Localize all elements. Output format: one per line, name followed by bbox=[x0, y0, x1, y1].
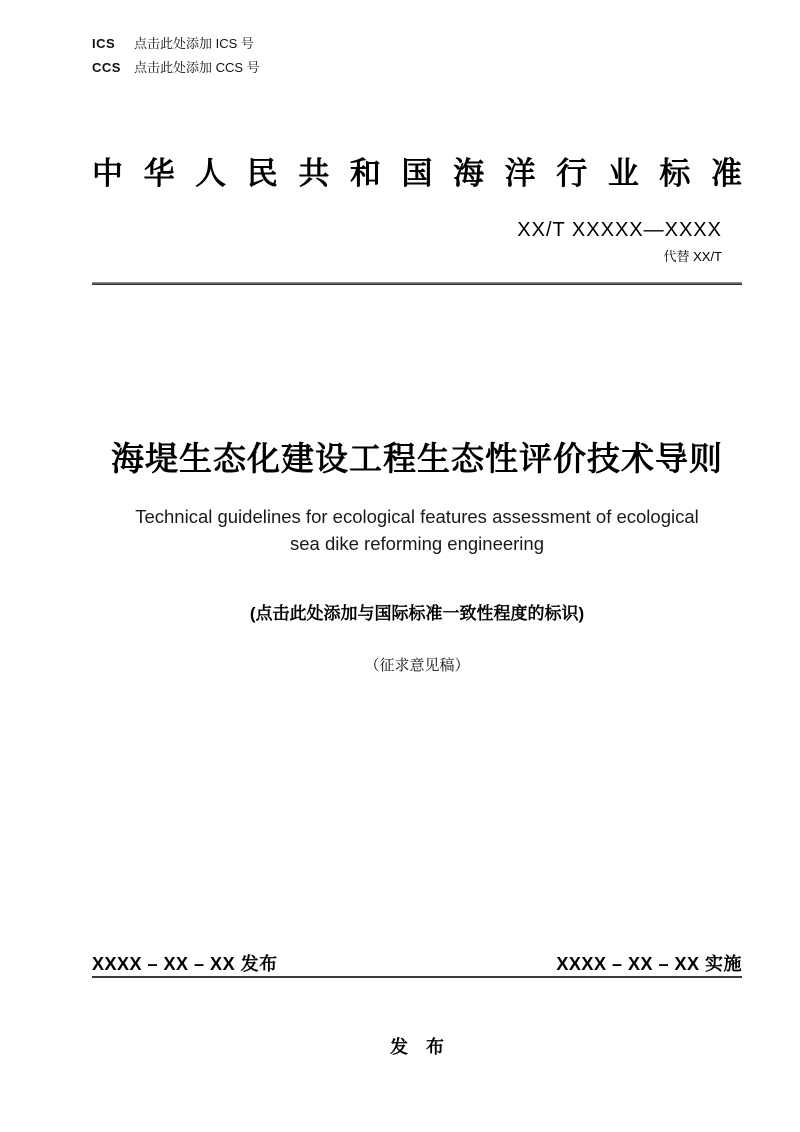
header-divider-rule bbox=[92, 282, 742, 285]
ccs-placeholder-field[interactable]: 点击此处添加 CCS 号 bbox=[134, 60, 260, 75]
document-title-en-line1: Technical guidelines for ecological features assessment of ecological bbox=[135, 506, 699, 527]
consistency-placeholder-field[interactable]: (点击此处添加与国际标准一致性程度的标识) bbox=[249, 604, 585, 623]
national-standard-header-text: 中 华 人 民 共 和 国 海 洋 行 业 标 准 bbox=[92, 156, 742, 191]
draft-stage-note: （征求意见稿） bbox=[364, 658, 470, 674]
publish-label: 发 布 bbox=[390, 1037, 444, 1057]
ics-row bbox=[92, 32, 742, 56]
ics-label: ICS bbox=[92, 36, 116, 51]
classification-block bbox=[92, 32, 742, 80]
standard-number: XX/T XXXXX—XXXX bbox=[517, 219, 722, 241]
document-title-cn: 海堤生态化建设工程生态性评价技术导则 bbox=[111, 440, 723, 477]
issue-date: XXXX – XX – XX 发布 bbox=[92, 954, 278, 974]
replaces-note: 代替 XX/T bbox=[663, 249, 722, 264]
dates-row bbox=[92, 950, 742, 976]
document-title-en bbox=[92, 503, 742, 557]
ccs-row bbox=[92, 56, 742, 80]
footer-divider-rule bbox=[92, 976, 742, 978]
implement-date: XXXX – XX – XX 实施 bbox=[556, 954, 742, 974]
ccs-label: CCS bbox=[92, 60, 121, 75]
ics-placeholder-field[interactable]: 点击此处添加 ICS 号 bbox=[134, 36, 254, 51]
national-standard-header bbox=[92, 148, 742, 193]
document-title-en-line2: sea dike reforming engineering bbox=[289, 533, 544, 554]
